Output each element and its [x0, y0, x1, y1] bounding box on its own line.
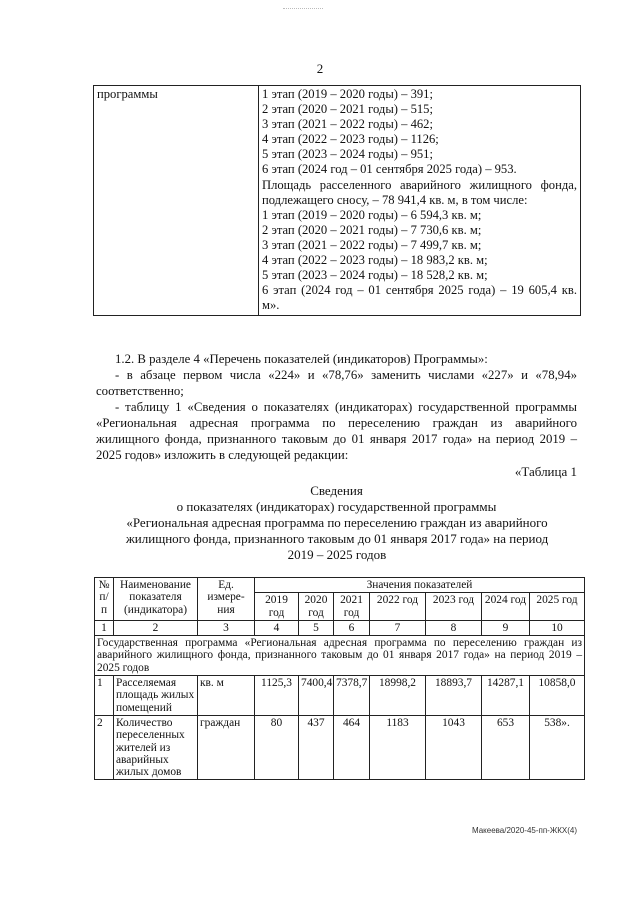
program-row — [95, 636, 585, 676]
header-cell: Значения показателей — [255, 578, 585, 593]
table-title: Сведения — [310, 483, 363, 498]
value-cell: 437 — [299, 715, 334, 779]
indicator-unit: кв. м — [198, 676, 255, 716]
year-cell: 2024 год — [482, 593, 530, 621]
indicator-name: Количество переселенных жителей из аварийных жилых домов — [114, 715, 198, 779]
column-number: 9 — [482, 620, 530, 635]
year-cell: 2021 год — [334, 593, 370, 621]
column-number: 5 — [299, 620, 334, 635]
indicators-table — [94, 577, 585, 780]
year-cell: 2022 год — [370, 593, 426, 621]
header-cell: Наименование показателя (индикатора) — [114, 578, 198, 621]
stage-line: 5 этап (2023 – 2024 годы) – 951; — [262, 147, 433, 162]
page-number: 2 — [316, 61, 324, 76]
header-cell: № п/п — [95, 578, 114, 621]
header-row — [95, 578, 585, 593]
table-row — [95, 676, 585, 716]
passport-table — [93, 85, 581, 316]
year-cell: 2019 год — [255, 593, 299, 621]
paragraph-table: - таблицу 1 «Сведения о показателях (индикаторах) государственной программы «Региональная адресная программа по переселению граждан из аварийного жилищного фонда, признанного таковым до 01 января 2017 года» на период 2019 – 2025 годов» изложить в следующей редакции: — [96, 400, 577, 462]
area-line: 5 этап (2023 – 2024 годы) – 18 528,2 кв. м; — [262, 268, 488, 283]
value-cell: 1183 — [370, 715, 426, 779]
table-label: «Таблица 1 — [514, 464, 577, 479]
value-cell: 18893,7 — [426, 676, 482, 716]
indicator-unit: граждан — [198, 715, 255, 779]
value-cell: 1125,3 — [255, 676, 299, 716]
stage-line: 4 этап (2022 – 2023 годы) – 1126; — [262, 132, 439, 147]
row-number: 2 — [95, 715, 114, 779]
table-program-title: «Региональная адресная программа по переселению граждан из аварийного жилищного фонда, признанного таковым до 01 января 2017 года» на период 2019 – 2025 годов — [125, 515, 549, 562]
value-cell: 538». — [530, 715, 585, 779]
scan-artifact — [283, 8, 323, 13]
column-number: 1 — [95, 620, 114, 635]
column-number: 10 — [530, 620, 585, 635]
column-number-row — [95, 620, 585, 635]
value-cell: 7378,7 — [334, 676, 370, 716]
value-cell: 653 — [482, 715, 530, 779]
program-cell: Государственная программа «Региональная адресная программа по переселению граждан из аварийного жилищного фонда, признанного таковым до 01 января 2017 года» на период 2019 – 2025 годов — [95, 636, 585, 676]
column-number: 4 — [255, 620, 299, 635]
stage-line: 6 этап (2024 год – 01 сентября 2025 года) – 953. — [262, 162, 517, 177]
passport-label: программы — [94, 86, 259, 316]
stage-line: 2 этап (2020 – 2021 годы) – 515; — [262, 102, 433, 117]
table-subtitle: о показателях (индикаторах) государственной программы — [176, 499, 497, 514]
table-row — [95, 715, 585, 779]
document-footer-code: Макеева/2020-45-пп-ЖКХ(4) — [471, 826, 577, 835]
value-cell: 464 — [334, 715, 370, 779]
year-cell: 2020 год — [299, 593, 334, 621]
column-number: 6 — [334, 620, 370, 635]
value-cell: 1043 — [426, 715, 482, 779]
row-number: 1 — [95, 676, 114, 716]
year-cell: 2025 год — [530, 593, 585, 621]
stage-line: 1 этап (2019 – 2020 годы) – 391; — [262, 87, 433, 101]
value-cell: 10858,0 — [530, 676, 585, 716]
passport-values — [259, 86, 581, 316]
value-cell: 7400,4 — [299, 676, 334, 716]
value-cell: 80 — [255, 715, 299, 779]
area-line: 2 этап (2020 – 2021 годы) – 7 730,6 кв. м; — [262, 222, 482, 237]
header-cell: Ед. измере-ния — [198, 578, 255, 621]
column-number: 2 — [114, 620, 198, 635]
stage-line: 3 этап (2021 – 2022 годы) – 462; — [262, 117, 433, 132]
area-intro: Площадь расселенного аварийного жилищного фонда, подлежащего сносу, – 78 941,4 кв. м, в том числе: — [262, 177, 577, 207]
indicator-name: Расселяемая площадь жилых помещений — [114, 676, 198, 716]
area-line: 3 этап (2021 – 2022 годы) – 7 499,7 кв. м; — [262, 237, 482, 252]
paragraph-numbers: - в абзаце первом числа «224» и «78,76» заменить числами «227» и «78,94» соответственно; — [96, 368, 577, 398]
value-cell: 14287,1 — [482, 676, 530, 716]
value-cell: 18998,2 — [370, 676, 426, 716]
area-line: 6 этап (2024 год – 01 сентября 2025 года) – 19 605,4 кв. м». — [262, 283, 577, 313]
year-cell: 2023 год — [426, 593, 482, 621]
column-number: 7 — [370, 620, 426, 635]
column-number: 8 — [426, 620, 482, 635]
column-number: 3 — [198, 620, 255, 635]
paragraph-1-2: 1.2. В разделе 4 «Перечень показателей (индикаторов) Программы»: — [115, 352, 488, 366]
area-line: 1 этап (2019 – 2020 годы) – 6 594,3 кв. м; — [262, 207, 482, 222]
area-line: 4 этап (2022 – 2023 годы) – 18 983,2 кв. м; — [262, 253, 488, 268]
